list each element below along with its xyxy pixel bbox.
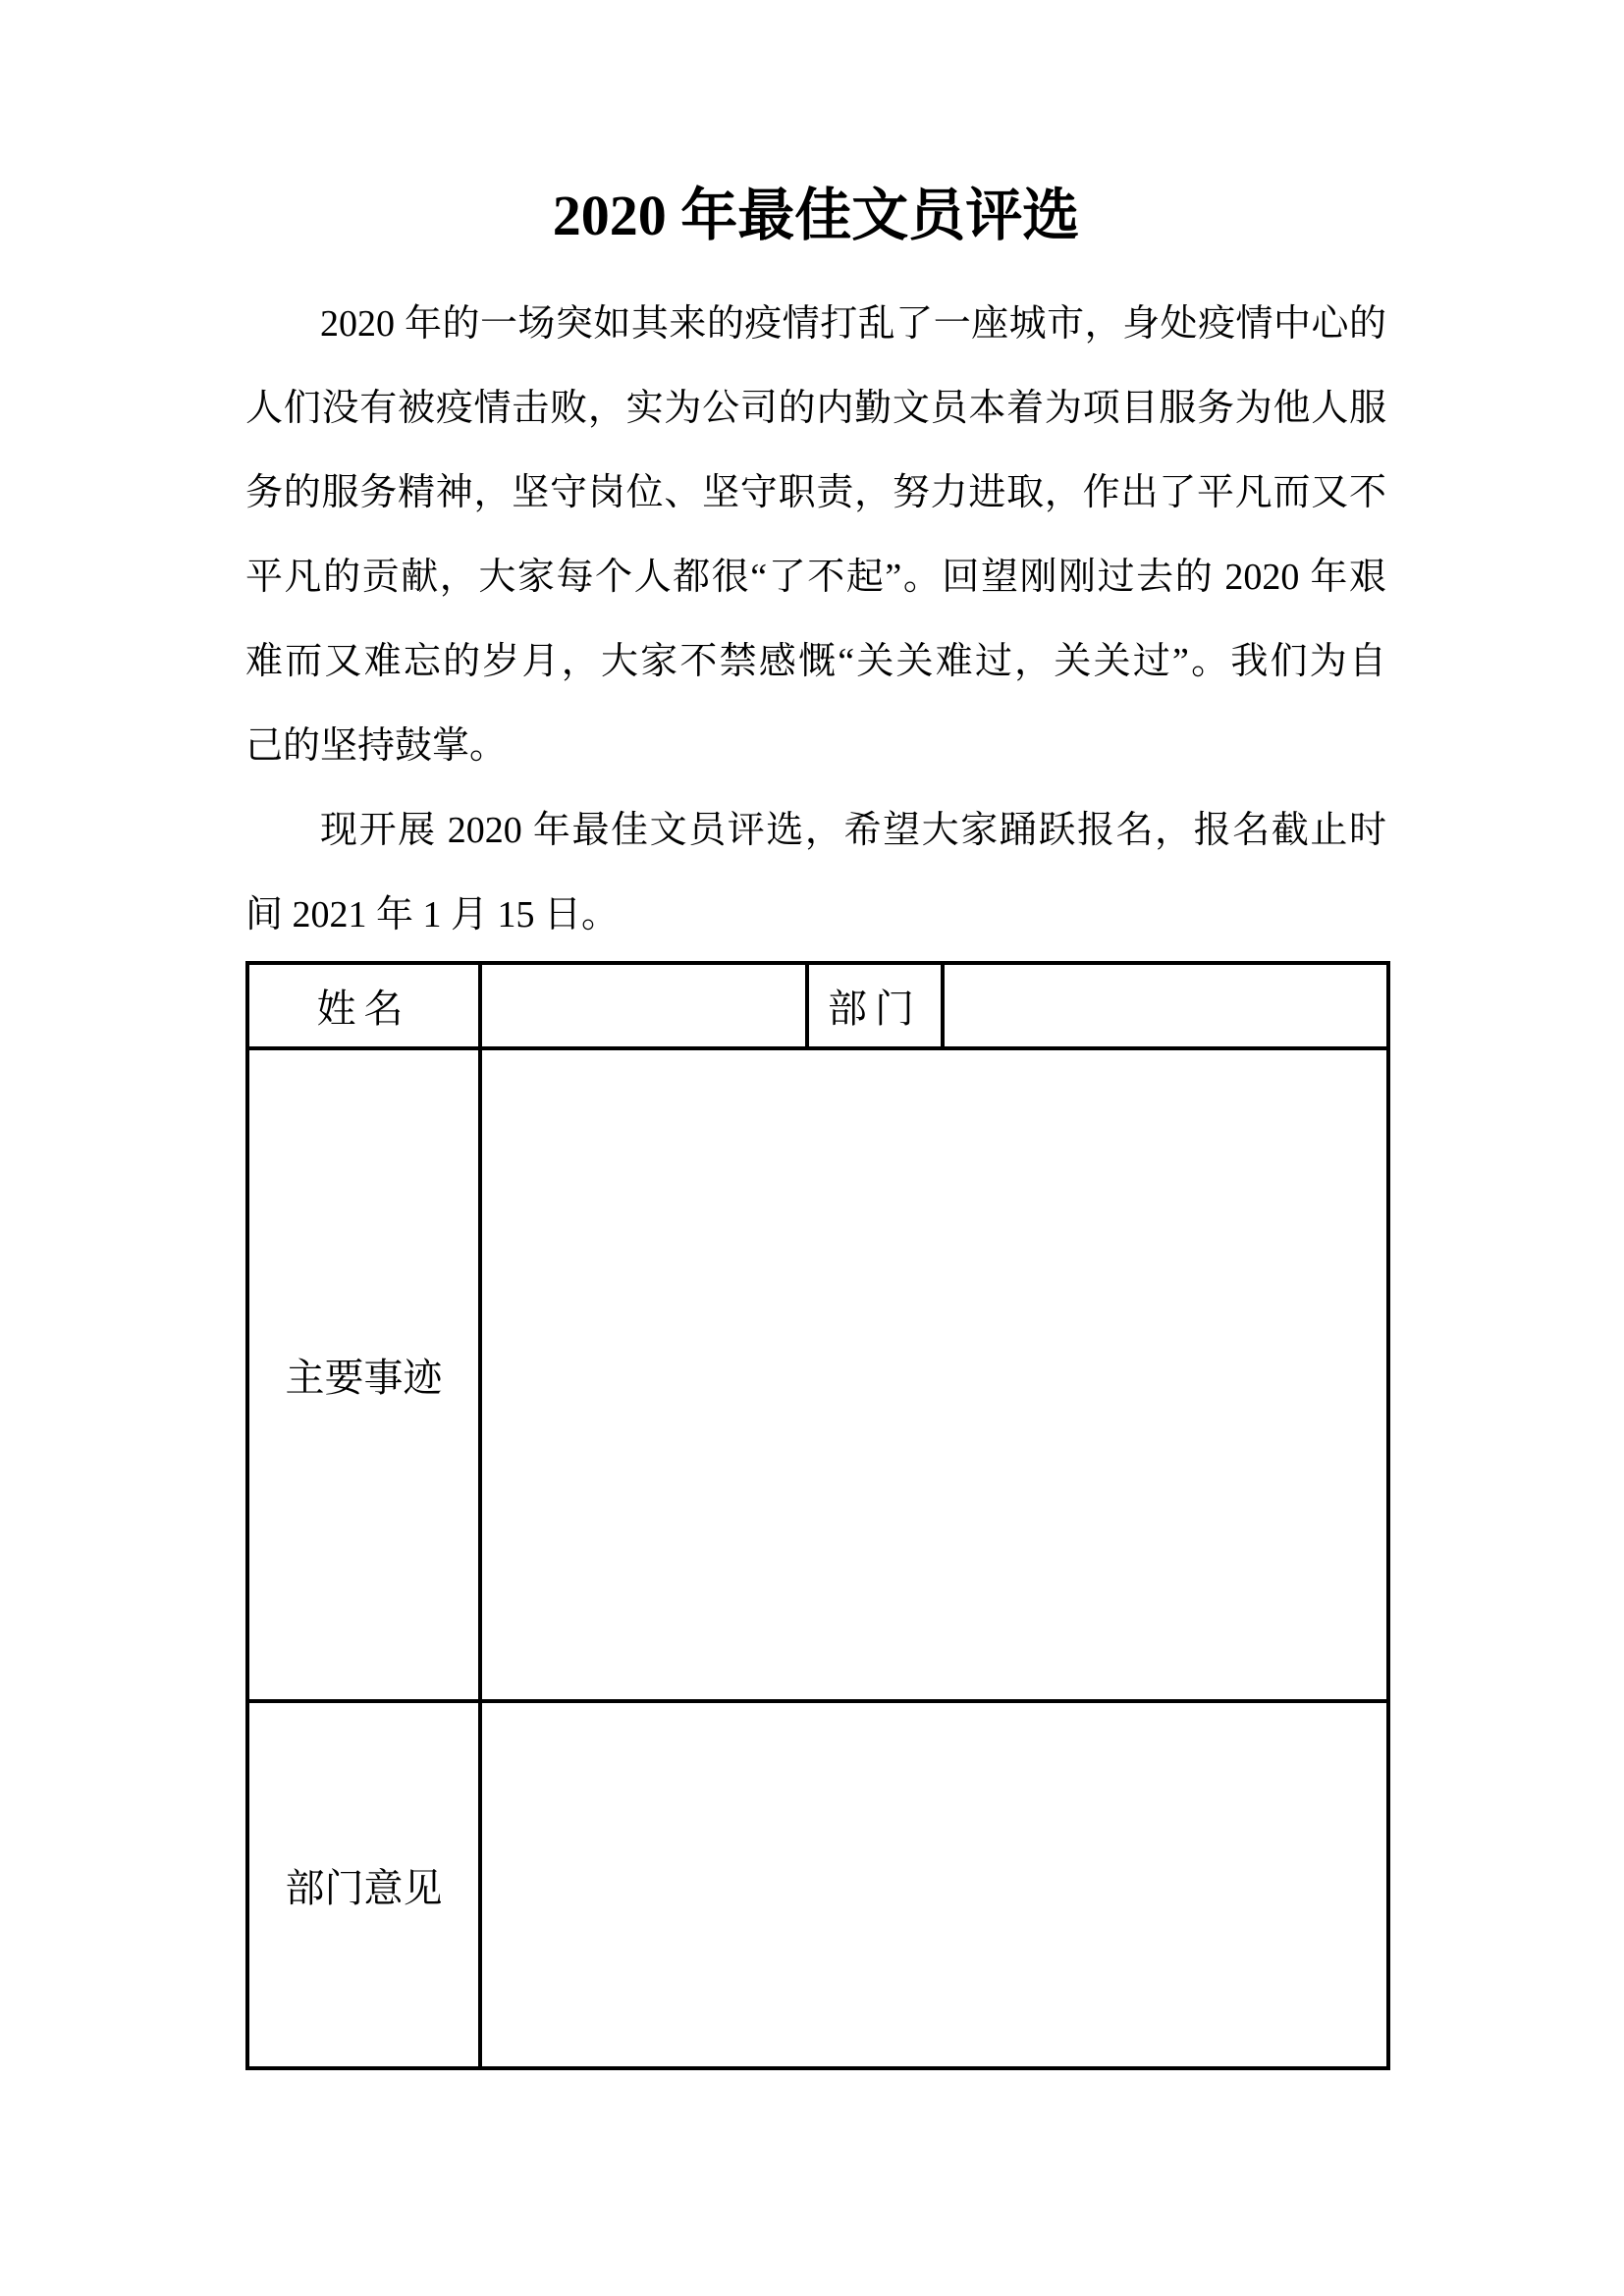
deeds-input-cell[interactable] bbox=[480, 1048, 1388, 1701]
paragraph1-line5: 难而又难忘的岁月，大家不禁感慨“关关难过，关关过”。我们为自 bbox=[245, 641, 1386, 682]
opinion-label-cell: 部门意见 bbox=[247, 1701, 480, 2068]
department-label-cell: 部门 bbox=[807, 963, 943, 1048]
table-row-deeds bbox=[247, 1048, 1388, 1701]
paragraph1-line1: 2020 年的一场突如其来的疫情打乱了一座城市，身处疫情中心的 bbox=[320, 303, 1386, 345]
table-row-opinion bbox=[247, 1701, 1388, 2068]
name-label-cell: 姓名 bbox=[247, 963, 480, 1048]
opinion-input-cell[interactable] bbox=[480, 1701, 1388, 2068]
document-title: 2020 年最佳文员评选 bbox=[552, 184, 1080, 247]
application-form-table bbox=[245, 961, 1390, 2070]
deeds-label-cell: 主要事迹 bbox=[247, 1048, 480, 1701]
body-text bbox=[245, 282, 1386, 957]
name-input-cell[interactable] bbox=[480, 963, 807, 1048]
paragraph2-line2: 间 2021 年 1 月 15 日。 bbox=[245, 894, 620, 935]
paragraph1-line3: 务的服务精神，坚守岗位、坚守职责，努力进取，作出了平凡而又不 bbox=[245, 472, 1386, 513]
paragraph1-line6: 己的坚持鼓掌。 bbox=[245, 725, 508, 767]
paragraph2-line1: 现开展 2020 年最佳文员评选，希望大家踊跃报名，报名截止时 bbox=[320, 810, 1386, 851]
department-input-cell[interactable] bbox=[943, 963, 1388, 1048]
paragraph1-line2: 人们没有被疫情击败，实为公司的内勤文员本着为项目服务为他人服 bbox=[245, 388, 1386, 429]
table-row-header bbox=[247, 963, 1388, 1048]
paragraph1-line4: 平凡的贡献，大家每个人都很“了不起”。回望刚刚过去的 2020 年艰 bbox=[245, 557, 1386, 598]
